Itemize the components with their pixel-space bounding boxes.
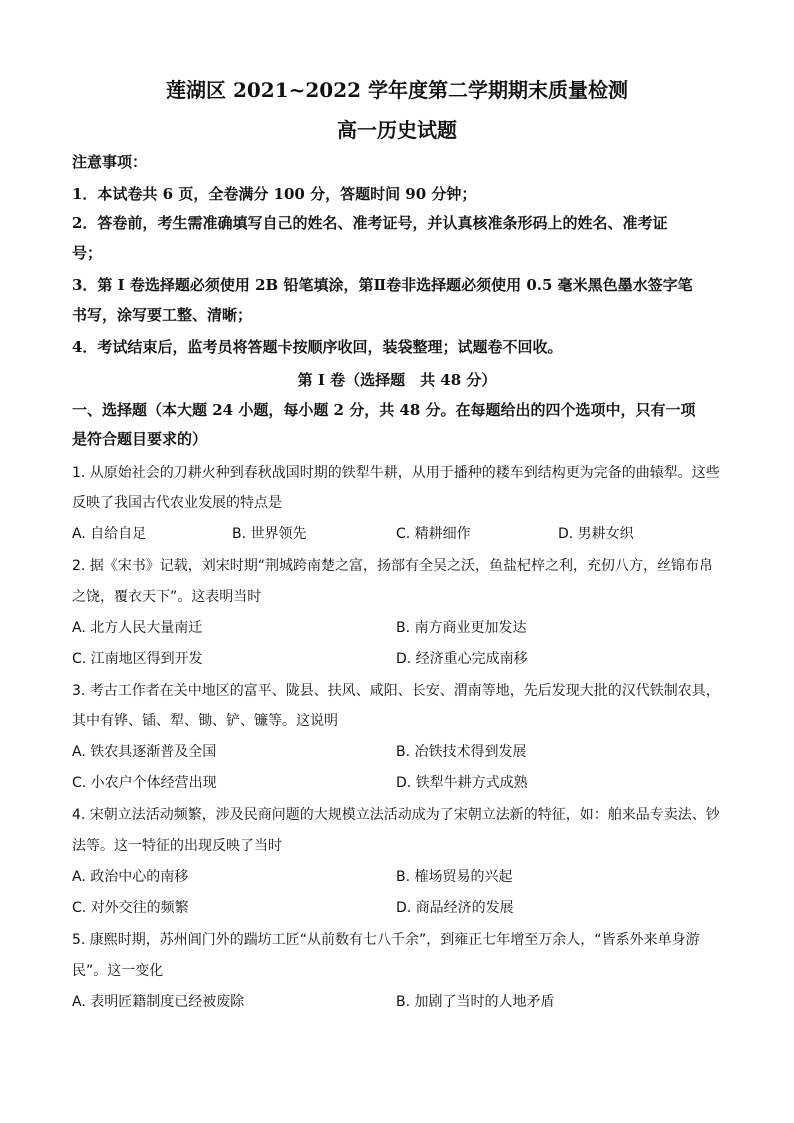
question-4-stem: 4. 宋朝立法活动频繁，涉及民商问题的大规模立法活动成为了宋朝立法新的特征，如：舶来品专卖法、钞	[72, 807, 720, 823]
question-4-stem-cont: 法等。这一特征的出现反映了当时	[72, 838, 282, 854]
question-1-option-d: D. 男耕女织	[558, 526, 634, 542]
note-2: 2．答卷前，考生需准确填写自己的姓名、准考证号，并认真核准条形码上的姓名、准考证	[72, 214, 668, 232]
question-3-option-a: A. 铁农具逐渐普及全国	[72, 744, 217, 760]
question-3-stem-cont: 其中有铧、锸、犁、锄、铲、镰等。这说明	[72, 713, 338, 729]
notes-heading: 注意事项：	[72, 153, 148, 171]
note-3-cont: 书写，涂写要工整、清晰；	[72, 306, 253, 324]
exam-subtitle: 高一历史试题	[337, 118, 457, 142]
question-3-option-b: B. 冶铁技术得到发展	[396, 744, 527, 760]
question-5-option-a: A. 表明匠籍制度已经被废除	[72, 994, 245, 1010]
note-4: 4．考试结束后，监考员将答题卡按顺序收回，装袋整理；试题卷不回收。	[72, 338, 563, 356]
question-1-stem-cont: 反映了我国古代农业发展的特点是	[72, 495, 282, 511]
question-4-option-a: A. 政治中心的南移	[72, 869, 189, 885]
section-instructions-cont: 是符合题目要求的）	[72, 430, 208, 448]
question-1-option-a: A. 自给自足	[72, 526, 147, 542]
question-4-option-d: D. 商品经济的发展	[396, 900, 514, 916]
section-title: 第 I 卷（选择题 共 48 分）	[297, 371, 497, 389]
question-5-stem: 5. 康熙时期，苏州阊门外的踹坊工匠“从前数有七八千余”，到雍正七年增至万余人，“皆系外来单身游	[72, 932, 700, 948]
exam-title: 莲湖区 2021~2022 学年度第二学期期末质量检测	[165, 78, 628, 102]
question-4-option-c: C. 对外交往的频繁	[72, 900, 189, 916]
question-2-option-c: C. 江南地区得到开发	[72, 651, 203, 667]
question-4-option-b: B. 榷场贸易的兴起	[396, 869, 513, 885]
question-5-stem-cont: 民”。这一变化	[72, 963, 164, 979]
question-2-option-b: B. 南方商业更加发达	[396, 620, 527, 636]
question-3-option-d: D. 铁犁牛耕方式成熟	[396, 775, 528, 791]
question-2-option-d: D. 经济重心完成南移	[396, 651, 528, 667]
question-3-option-c: C. 小农户个体经营出现	[72, 775, 217, 791]
question-1-stem: 1. 从原始社会的刀耕火种到春秋战国时期的铁犁牛耕，从用于播种的耧车到结构更为完备的曲辕犁。这些	[72, 465, 720, 481]
note-2-cont: 号；	[72, 244, 103, 262]
question-1-option-b: B. 世界领先	[232, 526, 307, 542]
note-1: 1．本试卷共 6 页，全卷满分 100 分，答题时间 90 分钟；	[72, 185, 477, 203]
question-2-stem-cont: 之饶，覆衣天下”。这表明当时	[72, 589, 262, 605]
question-2-stem: 2. 据《宋书》记载，刘宋时期“荆城跨南楚之富，扬部有全吴之沃，鱼盐杞梓之利，充仞八方，丝锦布帛	[72, 558, 714, 574]
note-3: 3．第 I 卷选择题必须使用 2B 铅笔填涂，第Ⅱ卷非选择题必须使用 0.5 毫米黑色墨水签字笔	[72, 276, 693, 294]
question-3-stem: 3. 考古工作者在关中地区的富平、陇县、扶风、咸阳、长安、渭南等地，先后发现大批的汉代铁制农具，	[72, 683, 720, 699]
section-instructions: 一、选择题（本大题 24 小题，每小题 2 分，共 48 分。在每题给出的四个选项中，只有一项	[72, 401, 696, 419]
question-2-option-a: A. 北方人民大量南迁	[72, 620, 203, 636]
question-5-option-b: B. 加剧了当时的人地矛盾	[396, 994, 555, 1010]
question-1-option-c: C. 精耕细作	[396, 526, 471, 542]
